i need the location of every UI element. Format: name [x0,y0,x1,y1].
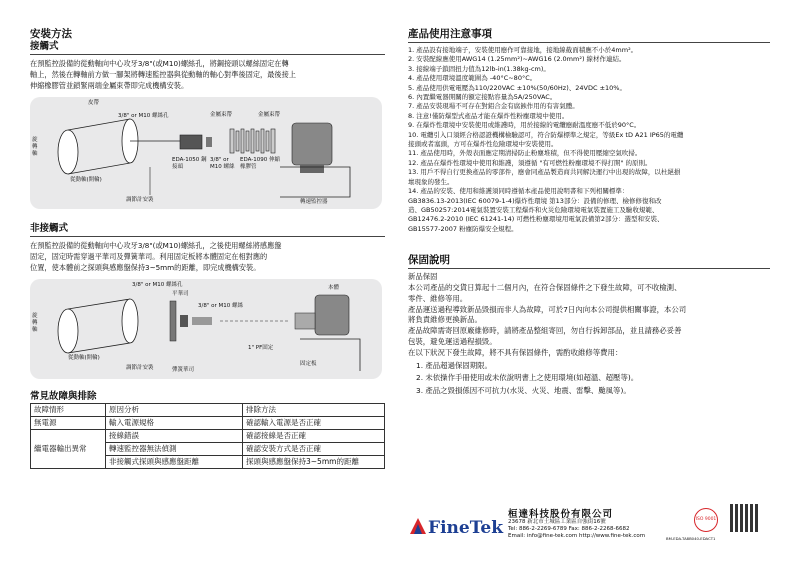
footer [408,500,780,548]
company-address [508,519,645,540]
list-item: 6. 內置繼電器開關的額定接點容量為5A/250VAC。 [408,93,557,102]
contact-install-drawing [30,97,382,209]
list-item: 5. 產品使用供電電壓為110/220VAC ±10%(50/60Hz)、24VDC ±10%。 [408,83,626,92]
contact-title: 接觸式 [30,41,59,52]
list-item: 12. 產品在爆炸性環境中使用和維護，須遵循 "有可燃性粉塵環境不得打開" 的原則。 [408,158,652,167]
address-line: 23678 新北市土城區工業區自強街16號 [508,519,606,525]
list-item: GB3836.13-2013(IEC 60079-1-4)爆炸性環境 第13部分：設備的修理、檢修修復和改 [408,196,662,205]
noncontact-install-figure [30,279,382,379]
table-header: 原因分析 [106,404,243,417]
list-item: 接頭或者塞頭，方可在爆炸性危險環境中安裝使用。 [408,140,558,149]
table-row [31,430,385,443]
contact-install-figure [30,97,382,209]
fig1-bolt2-label: 3/8" or M10 螺絲 [210,157,235,170]
table-header-row [31,404,385,417]
fig1-rotating-shaft-label: 旋轉軸 [32,137,38,157]
fig1-bolt-label: 3/8" or M10 螺絲孔 [118,113,169,119]
trouble-title: 常見故障與排除 [30,391,97,402]
contact-text-3: 伸縮橡膠管並鎖緊兩端金屬束帶即完成機構安裝。 [30,81,189,90]
notes-title: 產品使用注意事項 [408,28,492,40]
fig1-driven-shaft-label: 從動軸(開輪) [70,177,102,183]
left-column [30,28,385,469]
notes-list [408,46,770,234]
fig1-monitor-label: 轉速監控器 [300,199,328,205]
fig2-spring-washer-label: 彈簧華司 [172,367,195,373]
list-item: 4. 產品使用環境溫度範圍為 -40°C~80°C。 [408,74,537,83]
warranty-item: 3. 產品之毀損係因不可抗力(水災、火災、地震、雷擊、颱風等)。 [416,386,631,396]
qr-code-icon [730,504,758,532]
fig1-eda1090-label: EDA-1090 伸縮橡膠管 [240,157,280,170]
warranty-line: 將負責維修更換新品。 [408,315,482,325]
list-item: 8. 注意!僅防爆型式產品才能在爆炸性粉塵環境中使用。 [408,111,569,120]
list-item: 14. 產品的安裝、使用和維護須同時遵循本產品使用說明書和下列相關標準： [408,187,629,196]
company-name: 桓達科技股份有限公司 [508,509,614,520]
right-column [408,28,770,397]
table-cell: 確認輸入電源是否正確 [243,417,385,430]
table-cell: 接線錯誤 [106,430,243,443]
list-item: 1. 產品設有接地端子，安裝使用應作可靠接地，接地線截面積應不小於4mm²。 [408,46,638,54]
warranty-line: 零件、維修等用。 [408,293,468,303]
list-item: GB12476.2-2010 (IEC 61241-14) 可燃性粉塵環境用電氣設備第2部分：選型和安裝、 [408,215,664,224]
fig1-rubber-label: 皮帶 [88,100,100,106]
fig2-body-label: 本體 [328,285,340,291]
table-cell: 確認安裝方式是否正確 [243,443,385,456]
table-cell: 轉速監控器無法偵測 [106,443,243,456]
warranty-line: 包裝，避免運送過程損毀。 [408,336,497,346]
contact-text-1: 在預監控設備的從動軸向中心攻牙3/8"(或M10)螺絲孔，將鋼接頭以螺絲固定在轉 [30,59,289,68]
fig2-driven-shaft-label: 從動軸(開輪) [68,355,100,361]
table-cell: 繼電器輸出異常 [31,430,106,469]
fig2-pf-plate-label: 1" PF固定 [248,345,274,351]
fig2-fix-plate-label: 固定板 [300,361,317,367]
divider [30,236,385,237]
noncontact-text-2: 固定，固定時需穿過平華司及彈簧華司。利用固定板將本體固定在相對應的 [30,252,268,261]
contact-text-2: 軸上，然後在轉軸前方做一腳架將轉速監控器與從動軸的軸心對準後固定，最後接上 [30,70,296,79]
phone-line: Tel: 886-2-2269-6789 Fax: 886-2-2268-6682 [508,526,630,532]
table-cell: 非接觸式探頭與感應盤距離 [106,456,243,469]
list-item: 壞現象的發生。 [408,177,454,186]
warranty-item: 2. 未依操作手冊使用或未依說明書上之使用環境(如超溫、超壓等)。 [416,373,639,383]
iso-badge: ISO 9001 [694,508,718,532]
fig1-metal-band-label: 金屬束帶 [210,112,233,118]
list-item: GB15577-2007 粉塵防爆安全規程。 [408,224,518,233]
warranty-line: 產品故障需寄回原廠維修時，請將產品整組寄回，勿自行拆卸部品，並且請務必妥善 [408,326,682,336]
fig2-rotating-shaft-label: 旋轉軸 [32,313,38,333]
fig2-bolt-hole-label: 3/8" or M10 螺絲孔 [132,282,183,288]
fig2-bracket-label: 調節計安裝 [126,365,154,371]
table-header: 排除方法 [243,404,385,417]
finetek-logo-icon [408,516,428,536]
table-row [31,417,385,430]
list-item: 10. 電纜引入口須經合格認證機構檢驗認可，符合防爆標準之規定，等級Ex tD A21 IP65的電纜 [408,130,684,139]
fig2-bolt-label: 3/8" or M10 螺絲 [198,303,243,309]
list-item: 2. 安裝配線應使用AWG14 (1.25mm²)~AWG16 (2.0mm²) 線材作連結。 [408,55,626,64]
trouble-table [30,403,385,469]
warranty-line: 本公司產品的交貨日算起十二個月內，在符合保固條件之下發生故障，可不收檢測、 [408,282,682,292]
fig1-metal-band2-label: 金屬束帶 [258,112,281,118]
doc-number: BM-EDA-TA8B040-EDACT1 [666,536,716,541]
brand-logo-text: FineTek [428,518,503,538]
fig1-bracket-label: 調節計安裝 [126,197,154,203]
web-line: Email: info@fine-tek.com http://www.fine-tek.com [508,533,646,539]
noncontact-title: 非接觸式 [30,223,69,234]
warranty-line: 新品保固 [408,272,438,282]
divider [30,54,385,55]
warranty-line: 在以下狀況下發生故障，將不具有保固條件，需酌收維修等費用： [408,347,623,357]
noncontact-text-1: 在預監控設備的從動軸向中心攻牙3/8"(或M10)螺絲孔，之後使用螺絲將感應盤 [30,241,282,250]
list-item: 9. 在爆炸性環境中安裝使用或維護時，用於接線的電纜應耐溫度應不低於90°C。 [408,121,641,130]
table-cell: 確認接線是否正確 [243,430,385,443]
list-item: 3. 接線端子鎖固扭力值為12lb-in(1.38kg-cm)。 [408,64,550,73]
list-item: 11. 產品使用時，外殼表面應定期清掃防止粉塵堆積，但不得使用壓縮空氣吹掃。 [408,149,642,158]
table-cell: 輸入電源規格 [106,417,243,430]
list-item: 7. 產品安裝現場不可存在對鋁合金有腐蝕作用的有害氣體。 [408,102,579,111]
noncontact-install-drawing [30,279,382,379]
divider [408,268,770,269]
fig1-eda1050-label: EDA-1050 鋼接頭 [172,157,207,170]
warranty-line: 產品運送過程導致新品毀損而非人為故障，可於7日內向本公司提供相關事證，本公司 [408,304,687,314]
list-item: 13. 用戶不得自行更換產品的零部件，應會同產品製造商共同解決運行中出現的故障，以杜絕損 [408,168,681,177]
table-header: 故障情形 [31,404,106,417]
warranty-item: 1. 產品超過保固期限。 [416,360,492,370]
list-item: 造、GB50257:2014電氣裝置安裝工程爆炸和火災危險環境電氣裝置施工及驗收規範、 [408,205,659,214]
warranty-title: 保固說明 [408,254,450,267]
divider [408,42,770,43]
fig2-flat-washer-label: 平華司 [172,291,189,297]
table-cell: 無電源 [31,417,106,430]
noncontact-text-3: 位置，使本體前之探頭與感應盤保持3~5mm的距離，即完成機構安裝。 [30,263,261,272]
install-title: 安裝方法 [30,28,72,40]
table-cell: 探頭與感應盤保持3~5mm的距離 [243,456,385,469]
